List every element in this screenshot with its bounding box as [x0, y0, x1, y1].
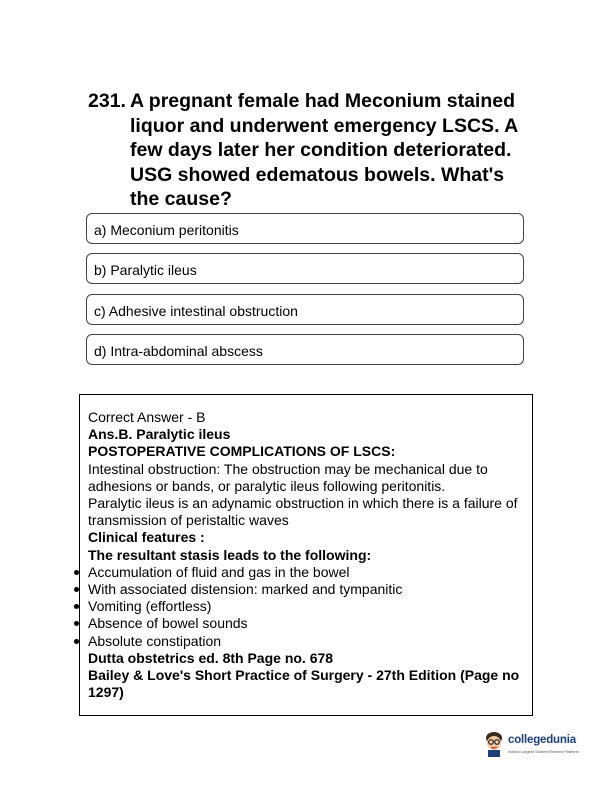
list-item-text: Accumulation of fluid and gas in the bowel [88, 563, 350, 580]
stasis-heading: The resultant stasis leads to the following: [88, 546, 372, 563]
list-item-text: Vomiting (effortless) [88, 598, 212, 615]
list-item [88, 598, 526, 615]
list-item-text: With associated distension: marked and tympanitic [88, 581, 403, 598]
paralytic-ileus-paragraph: Paralytic ileus is an adynamic obstruction in which there is a failure of transmission of peristaltic waves [88, 495, 518, 529]
bullet-list [88, 564, 526, 650]
option-d[interactable]: d) Intra-abdominal abscess [86, 334, 524, 365]
list-item [88, 615, 526, 632]
option-c[interactable]: c) Adhesive intestinal obstruction [86, 294, 524, 325]
collegedunia-logo[interactable] [483, 731, 593, 761]
bullet-dot-icon [74, 587, 79, 592]
list-item [88, 581, 526, 598]
bullet-dot-icon [74, 621, 79, 626]
option-b[interactable]: b) Paralytic ileus [86, 253, 524, 284]
option-a[interactable]: a) Meconium peritonitis [86, 213, 524, 244]
logo-name: collegedunia [508, 734, 576, 746]
answer-line: Ans.B. Paralytic ileus [88, 426, 231, 443]
clinical-features-heading: Clinical features : [88, 529, 205, 546]
bullet-dot-icon [74, 570, 79, 575]
list-item [88, 633, 526, 650]
question-text: A pregnant female had Meconium stained liquor and underwent emergency LSCS. A few days later her condition deteriorated. USG showed edematous bowels. What's the cause? [130, 90, 518, 210]
question-number: 231. [88, 90, 126, 112]
mascot-icon [483, 731, 505, 757]
answer-box [79, 394, 533, 716]
list-item-text: Absolute constipation [88, 632, 222, 649]
question [88, 89, 538, 212]
reference-dutta: Dutta obstetrics ed. 8th Page no. 678 [88, 649, 334, 666]
bullet-dot-icon [74, 604, 79, 609]
reference-bailey-love: Bailey & Love's Short Practice of Surgery - 27th Edition (Page no 1297) [88, 667, 520, 701]
logo-tagline: India's Largest Student Review Platform [508, 749, 580, 754]
list-item-text: Absence of bowel sounds [88, 615, 248, 632]
correct-answer: Correct Answer - B [88, 409, 206, 425]
bullet-dot-icon [74, 639, 79, 644]
intestinal-obstruction-paragraph: Intestinal obstruction: The obstruction may be mechanical due to adhesions or bands, or paralytic ileus following peritonitis. [88, 460, 488, 494]
complications-heading: POSTOPERATIVE COMPLICATIONS OF LSCS: [88, 443, 396, 460]
list-item [88, 564, 526, 581]
